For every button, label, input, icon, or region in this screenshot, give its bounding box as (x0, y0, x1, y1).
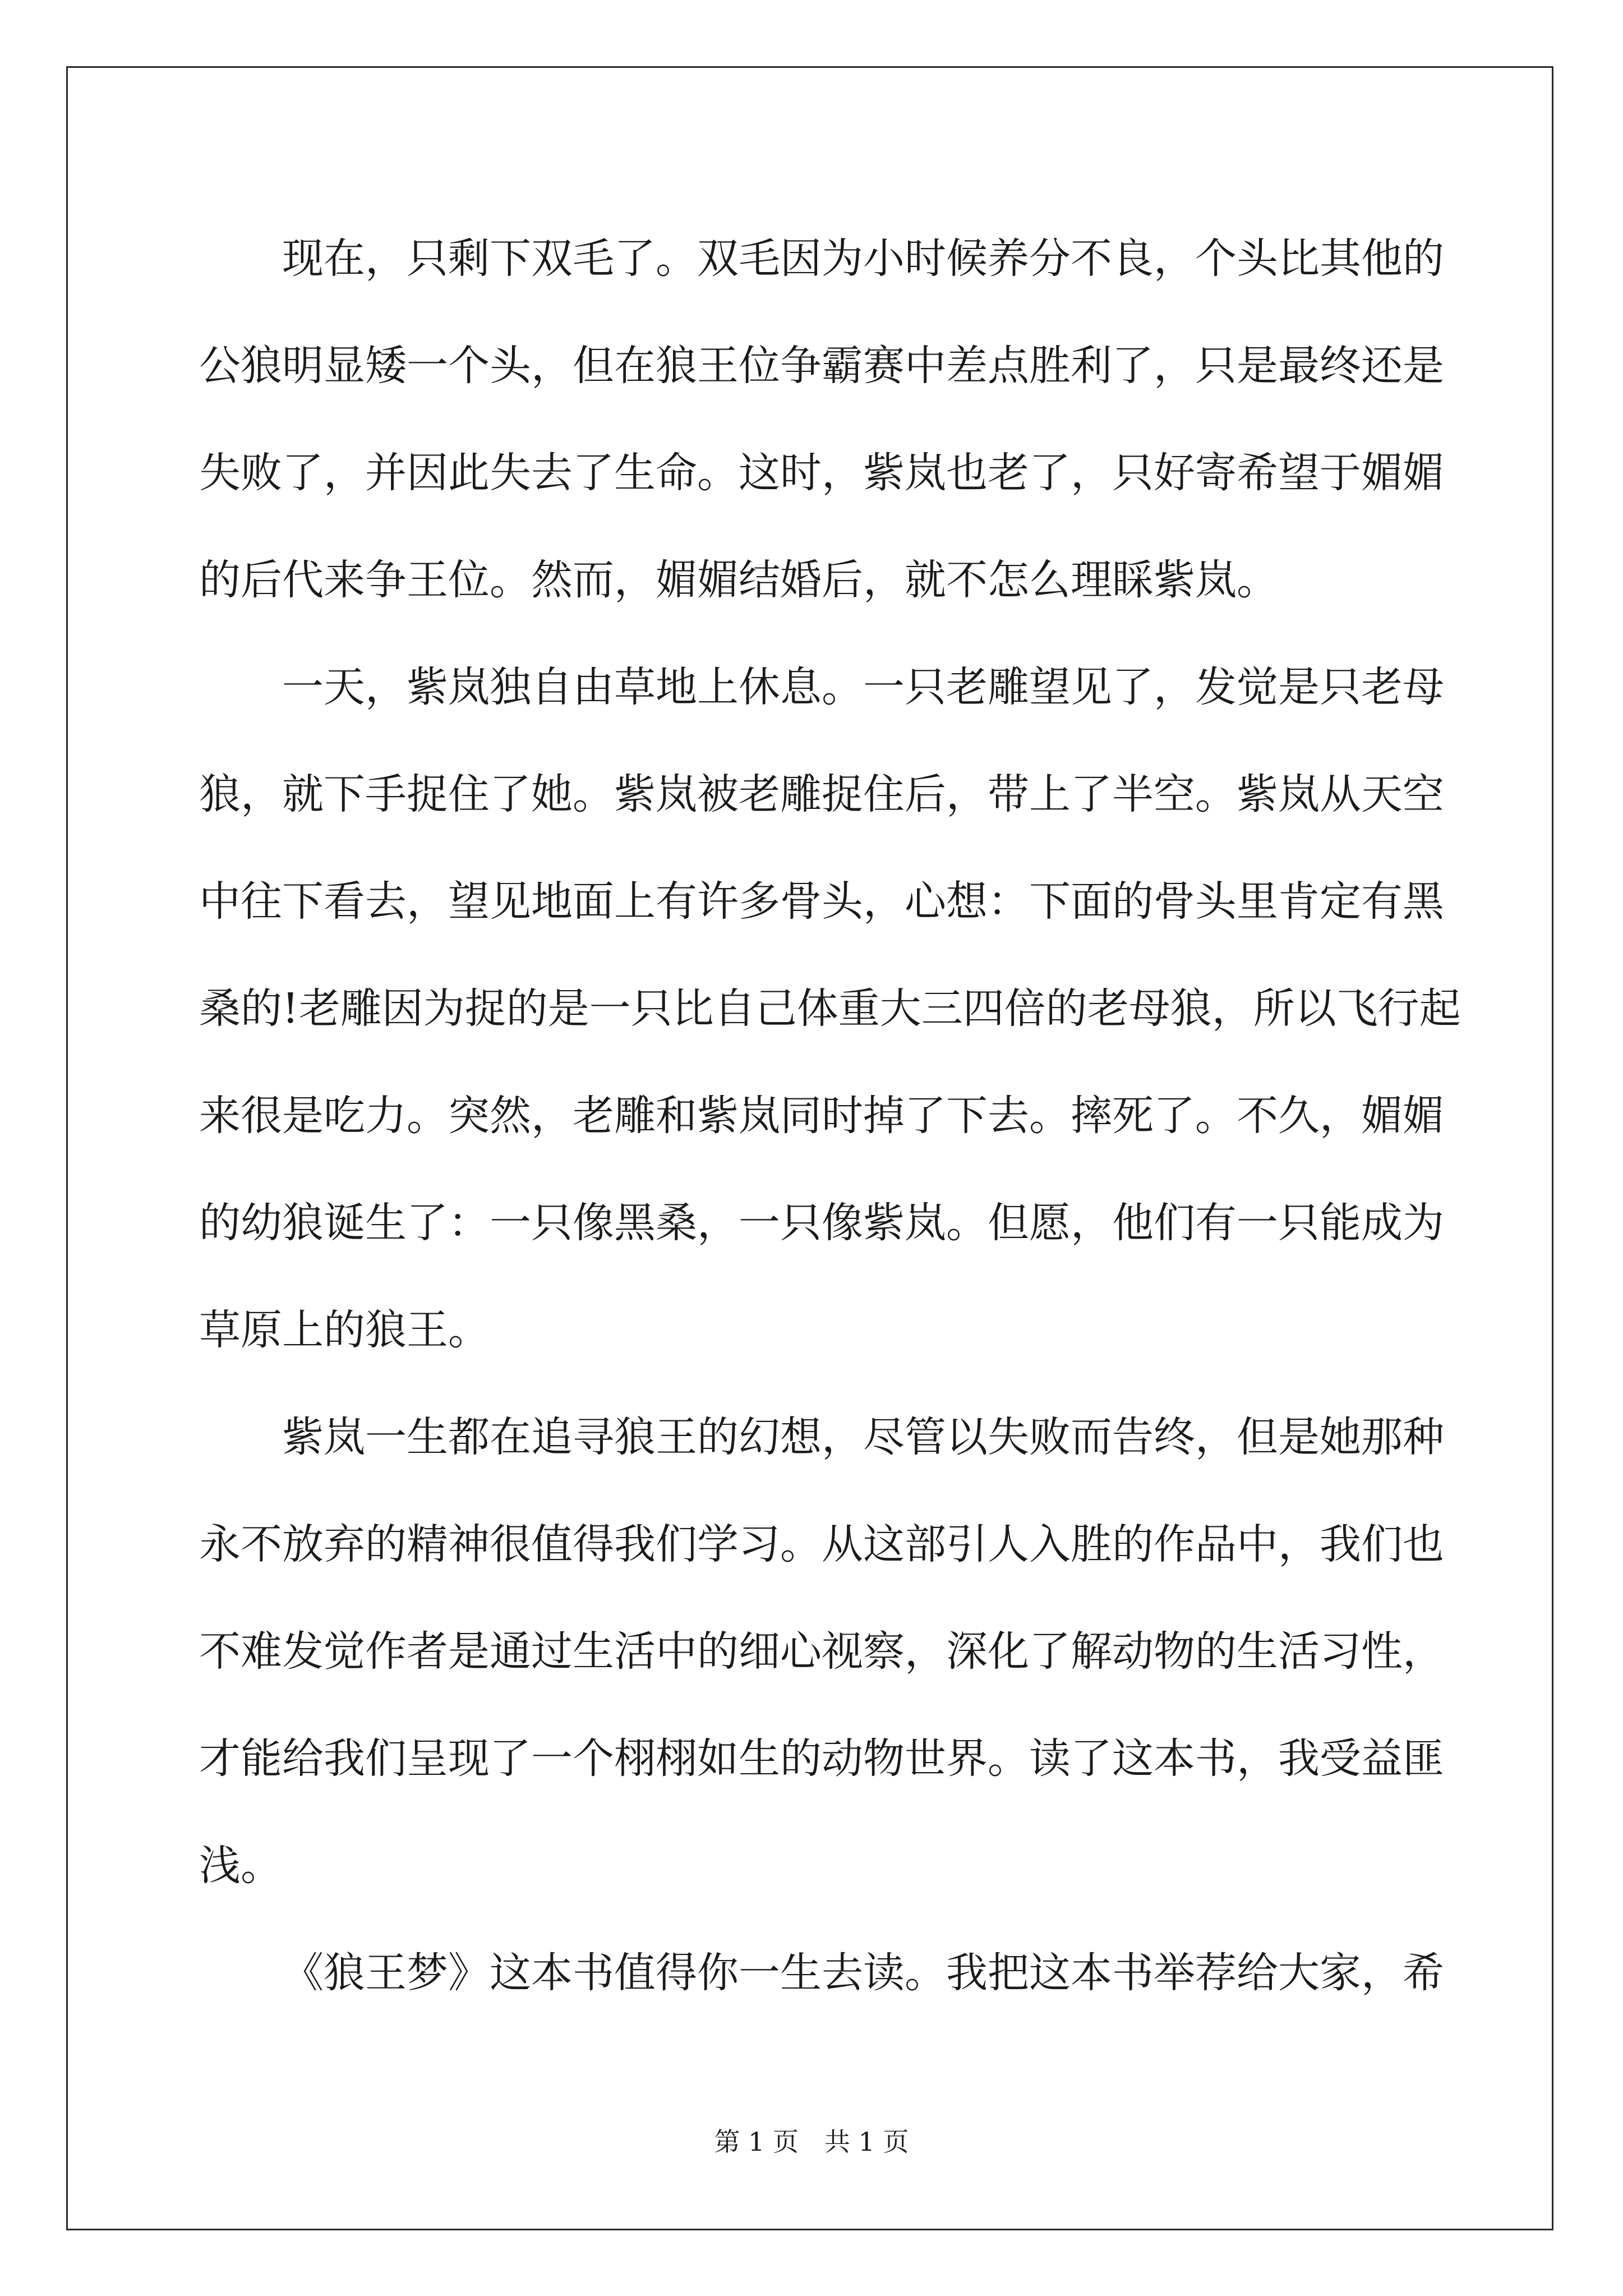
paragraph-3-line-5: 浅。 (199, 1842, 282, 1890)
paragraph-1-line-1: 现在，只剩下双毛了。双毛因为小时候养分不良，个头比其他的 (282, 234, 1444, 283)
paragraph-2-line-7: 草原上的狼王。 (199, 1306, 490, 1354)
paragraph-3-line-4: 才能给我们呈现了一个栩栩如生的动物世界。读了这本书，我受益匪 (199, 1734, 1444, 1783)
paragraph-4-line-1: 《狼王梦》这本书值得你一生去读。我把这本书举荐给大家，希 (282, 1949, 1444, 1997)
paragraph-3-line-2: 永不放弃的精神很值得我们学习。从这部引人入胜的作品中，我们也 (199, 1520, 1444, 1568)
paragraph-2-line-1: 一天，紫岚独自由草地上休息。一只老雕望见了，发觉是只老母 (282, 663, 1444, 711)
page-number-current: 第 1 页 (714, 2127, 799, 2157)
paragraph-1-line-2: 公狼明显矮一个头，但在狼王位争霸赛中差点胜利了，只是最终还是 (199, 342, 1444, 390)
paragraph-3-line-1: 紫岚一生都在追寻狼王的幻想，尽管以失败而告终，但是她那种 (282, 1413, 1444, 1461)
paragraph-3-line-3: 不难发觉作者是通过生活中的细心视察，深化了解动物的生活习性， (199, 1627, 1444, 1676)
paragraph-2-line-6: 的幼狼诞生了：一只像黑桑，一只像紫岚。但愿，他们有一只能成为 (199, 1199, 1444, 1247)
document-body (199, 205, 1461, 2027)
page-footer (0, 2125, 1623, 2159)
paragraph-1-line-4: 的后代来争王位。然而，媚媚结婚后，就不怎么理睬紫岚。 (199, 556, 1278, 604)
paragraph-1-line-3: 失败了，并因此失去了生命。这时，紫岚也老了，只好寄希望于媚媚 (199, 449, 1444, 497)
paragraph-2-line-5: 来很是吃力。突然，老雕和紫岚同时掉了下去。摔死了。不久，媚媚 (199, 1092, 1444, 1140)
paragraph-2-line-3: 中往下看去，望见地面上有许多骨头，心想：下面的骨头里肯定有黑 (199, 877, 1444, 926)
paragraph-2-line-4: 桑的!老雕因为捉的是一只比自己体重大三四倍的老母狼，所以飞行起 (199, 984, 1461, 1033)
page-number-total: 共 1 页 (824, 2127, 909, 2157)
paragraph-2-line-2: 狼，就下手捉住了她。紫岚被老雕捉住后，带上了半空。紫岚从天空 (199, 770, 1444, 818)
